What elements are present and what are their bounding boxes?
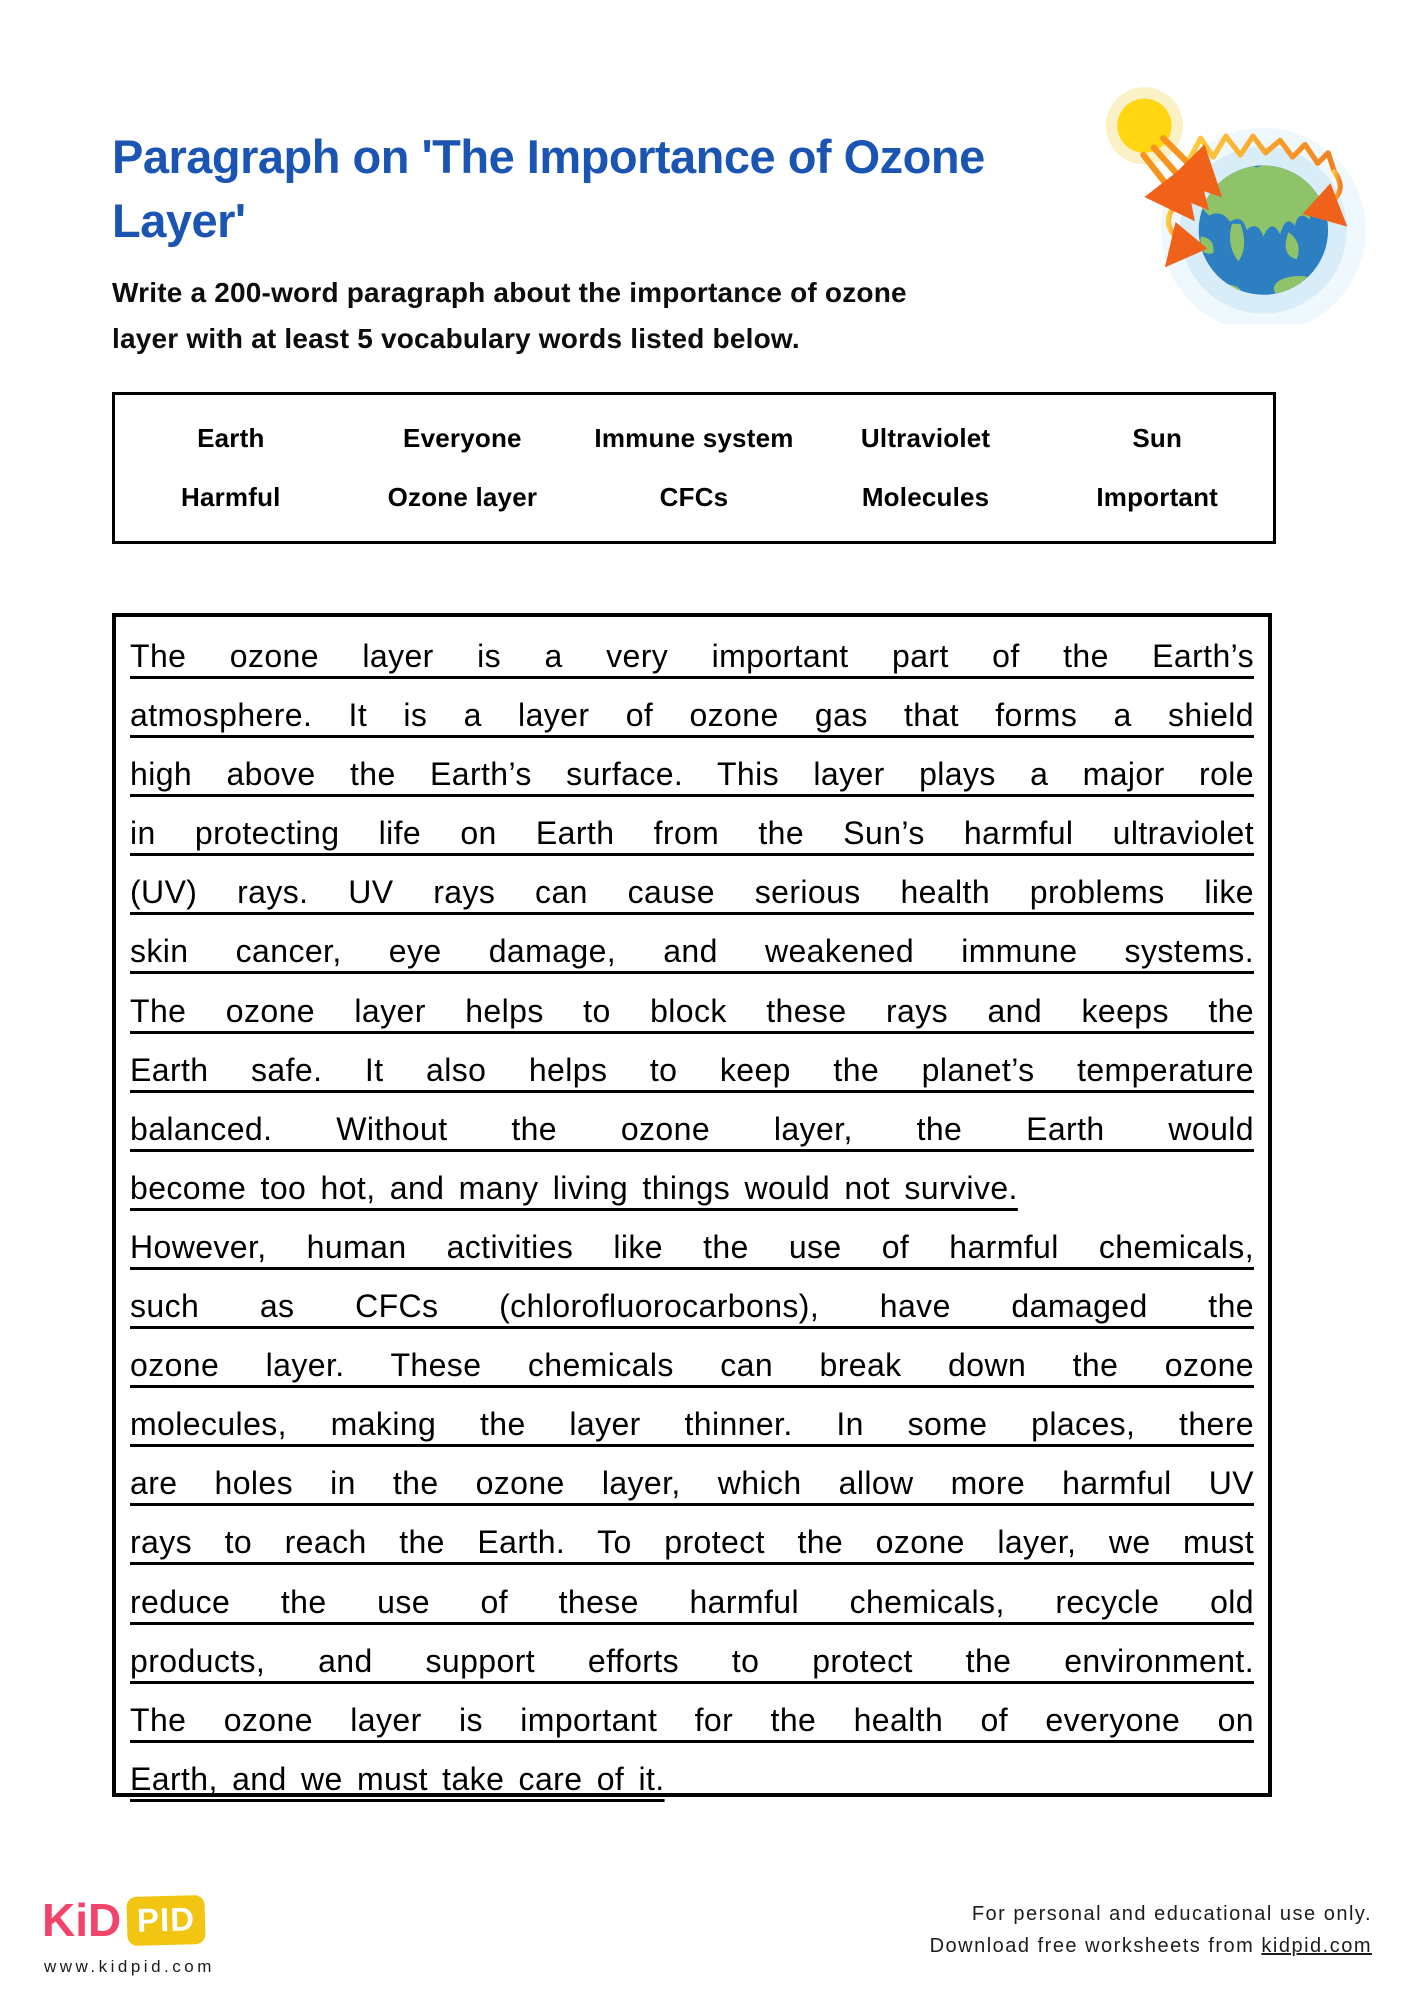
paragraph-line: molecules, making the layer thinner. In some places, there <box>130 1406 1254 1443</box>
vocab-word: Everyone <box>403 423 522 453</box>
vocabulary-row-2 <box>115 482 1273 513</box>
instruction-line1: Write a 200-word paragraph about the importance of ozone <box>112 277 907 308</box>
vocabulary-box <box>112 392 1276 544</box>
paragraph-line: Earth, and we must take care of it. <box>130 1760 665 1797</box>
vocab-word: Harmful <box>180 482 281 512</box>
vocab-word: Earth <box>197 423 265 453</box>
paragraph-line: However, human activities like the use of harmful chemicals, <box>130 1228 1254 1265</box>
vocab-word: Ultraviolet <box>860 423 991 453</box>
paragraph-line: ozone layer. These chemicals can break down the ozone <box>130 1347 1254 1384</box>
license-line1: For personal and educational use only. <box>971 1903 1372 1925</box>
instruction-text <box>112 270 1072 362</box>
paragraph-line: balanced. Without the ozone layer, the Earth would <box>130 1110 1254 1147</box>
paragraph-line: The ozone layer is important for the health of everyone on <box>130 1701 1254 1738</box>
logo-website-text: www.kidpid.com <box>44 1957 215 1976</box>
paragraph-line: are holes in the ozone layer, which allow more harmful UV <box>130 1465 1254 1502</box>
vocab-word: Molecules <box>861 482 990 512</box>
instruction-line2: layer with at least 5 vocabulary words listed below. <box>112 323 800 354</box>
vocabulary-row-1 <box>115 423 1273 454</box>
paragraph-line: The ozone layer is a very important part of the Earth’s <box>130 638 1254 674</box>
vocab-word: CFCs <box>659 482 729 512</box>
paragraph-line: skin cancer, eye damage, and weakened immune systems. <box>130 933 1254 970</box>
license-note <box>930 1898 1372 1962</box>
paragraph-line: (UV) rays. UV rays can cause serious health problems like <box>130 874 1254 911</box>
paragraph-line: high above the Earth’s surface. This layer plays a major role <box>130 756 1254 793</box>
vocab-word: Sun <box>1132 423 1183 453</box>
paragraph-line: Earth safe. It also helps to keep the planet’s temperature <box>130 1051 1254 1088</box>
license-line2: Download free worksheets from <box>929 1935 1262 1957</box>
page-title-line1: Paragraph on 'The Importance of Ozone <box>112 130 985 184</box>
paragraph-line: The ozone layer helps to block these rays and keeps the <box>130 992 1254 1029</box>
kidpid-link[interactable]: kidpid.com <box>1261 1935 1372 1957</box>
logo-kid-text: KiD <box>42 1894 122 1946</box>
logo-pid-badge: PID <box>127 1894 206 1945</box>
paragraph-line: such as CFCs (chlorofluorocarbons), have damaged the <box>130 1288 1254 1325</box>
vocab-word: Important <box>1096 482 1219 512</box>
page-title-line2: Layer' <box>112 194 246 248</box>
paragraph-answer-box <box>112 613 1272 1797</box>
paragraph-line: products, and support efforts to protect the environment. <box>130 1642 1254 1679</box>
vocab-word: Immune system <box>594 423 794 453</box>
paragraph-line: become too hot, and many living things would not survive. <box>130 1169 1018 1206</box>
sun-uv-earth-illustration <box>1080 84 1380 324</box>
page-title <box>112 125 1112 253</box>
paragraph-line: atmosphere. It is a layer of ozone gas that forms a shield <box>130 697 1254 734</box>
paragraph-line: rays to reach the Earth. To protect the ozone layer, we must <box>130 1524 1254 1561</box>
kidpid-logo <box>42 1893 205 1947</box>
paragraph-line: in protecting life on Earth from the Sun’s harmful ultraviolet <box>130 815 1254 852</box>
paragraph-line: reduce the use of these harmful chemicals, recycle old <box>130 1583 1254 1620</box>
vocab-word: Ozone layer <box>387 482 538 512</box>
